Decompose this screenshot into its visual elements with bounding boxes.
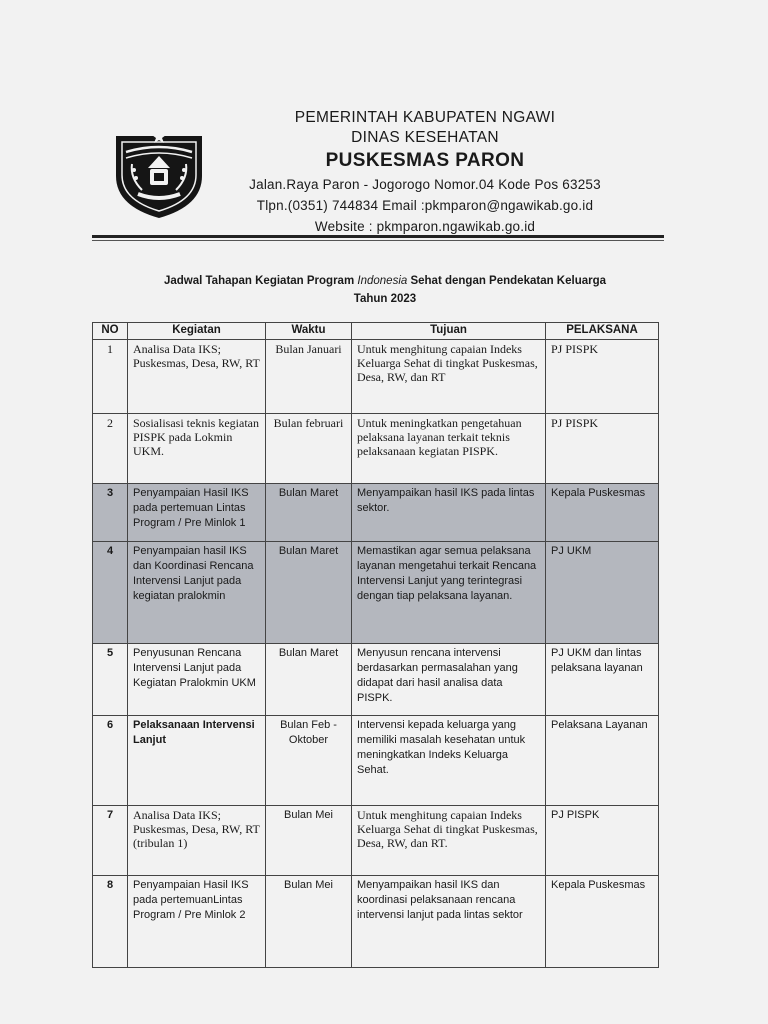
cell-tujuan: Intervensi kepada keluarga yang memiliki masalah kesehatan untuk meningkatkan Indeks Keluarga Sehat.: [352, 716, 546, 806]
cell-pelaksana: PJ UKM dan lintas pelaksana layanan: [546, 644, 659, 716]
cell-no: 1: [93, 340, 128, 414]
cell-no: 5: [93, 644, 128, 716]
department-name: DINAS KESEHATAN: [351, 129, 499, 146]
cell-kegiatan: Penyusunan Rencana Intervensi Lanjut pada Kegiatan Pralokmin UKM: [128, 644, 266, 716]
letterhead-divider: [92, 235, 664, 238]
contact-line: Tlpn.(0351) 744834 Email :pkmparon@ngawikab.go.id: [256, 198, 594, 213]
table-row: [93, 644, 659, 716]
cell-waktu: Bulan februari: [266, 414, 352, 484]
cell-waktu: Bulan Januari: [266, 340, 352, 414]
cell-waktu: Bulan Maret: [266, 484, 352, 542]
cell-waktu: Bulan Mei: [266, 876, 352, 968]
cell-no: 2: [93, 414, 128, 484]
title-line-2: Tahun 2023: [353, 293, 417, 305]
schedule-table: [92, 322, 659, 968]
table-row: [93, 414, 659, 484]
cell-pelaksana: PJ UKM: [546, 542, 659, 644]
cell-no: 6: [93, 716, 128, 806]
address-line: Jalan.Raya Paron - Jogorogo Nomor.04 Kode Pos 63253: [249, 177, 601, 192]
government-name: PEMERINTAH KABUPATEN NGAWI: [294, 109, 556, 126]
cell-waktu: Bulan Feb - Oktober: [266, 716, 352, 806]
cell-tujuan: Untuk menghitung capaian Indeks Keluarga Sehat di tingkat Puskesmas, Desa, RW, dan RT.: [352, 806, 546, 876]
title-line-1: Jadwal Tahapan Kegiatan Program Indonesia Sehat dengan Pendekatan Keluarga: [163, 275, 607, 287]
cell-tujuan: Untuk menghitung capaian Indeks Keluarga Sehat di tingkat Puskesmas, Desa, RW, dan RT: [352, 340, 546, 414]
cell-tujuan: Menyampaikan hasil IKS pada lintas sektor.: [352, 484, 546, 542]
header-waktu: Waktu: [266, 323, 352, 340]
cell-tujuan: Untuk meningkatkan pengetahuan pelaksana layanan terkait teknis pelaksanaan kegiatan PISPK.: [352, 414, 546, 484]
cell-pelaksana: PJ PISPK: [546, 340, 659, 414]
letterhead: [225, 108, 625, 237]
cell-waktu: Bulan Mei: [266, 806, 352, 876]
cell-pelaksana: Kepala Puskesmas: [546, 876, 659, 968]
table-row: [93, 542, 659, 644]
cell-tujuan: Menyusun rencana intervensi berdasarkan permasalahan yang didapat dari hasil analisa data PISPK.: [352, 644, 546, 716]
regional-emblem-icon: [110, 128, 208, 220]
cell-kegiatan: Penyampaian Hasil IKS pada pertemuan Lintas Program / Pre Minlok 1: [128, 484, 266, 542]
table-row: [93, 340, 659, 414]
cell-no: 3: [93, 484, 128, 542]
cell-tujuan: Menyampaikan hasil IKS dan koordinasi pelaksanaan rencana intervensi lanjut pada lintas sektor: [352, 876, 546, 968]
table-row: [93, 876, 659, 968]
website-line: Website : pkmparon.ngawikab.go.id: [314, 219, 536, 234]
cell-kegiatan: Analisa Data IKS; Puskesmas, Desa, RW, RT (tribulan 1): [128, 806, 266, 876]
cell-kegiatan: Penyampaian hasil IKS dan Koordinasi Rencana Intervensi Lanjut pada kegiatan pralokmin: [128, 542, 266, 644]
institution-name: PUSKESMAS PARON: [325, 150, 525, 171]
letterhead-divider-thin: [92, 240, 664, 241]
cell-pelaksana: PJ PISPK: [546, 414, 659, 484]
table-row: [93, 484, 659, 542]
cell-no: 7: [93, 806, 128, 876]
table-row: [93, 806, 659, 876]
cell-no: 4: [93, 542, 128, 644]
cell-pelaksana: Kepala Puskesmas: [546, 484, 659, 542]
header-no: NO: [93, 323, 128, 340]
cell-waktu: Bulan Maret: [266, 542, 352, 644]
cell-kegiatan: Sosialisasi teknis kegiatan PISPK pada Lokmin UKM.: [128, 414, 266, 484]
header-pelaksana: PELAKSANA: [546, 323, 659, 340]
table-header-row: [93, 323, 659, 340]
cell-pelaksana: Pelaksana Layanan: [546, 716, 659, 806]
cell-kegiatan: Penyampaian Hasil IKS pada pertemuanLintas Program / Pre Minlok 2: [128, 876, 266, 968]
cell-tujuan: Memastikan agar semua pelaksana layanan mengetahui terkait Rencana Intervensi Lanjut yang terintegrasi dengan tiap pelaksana layanan.: [352, 542, 546, 644]
cell-kegiatan: Analisa Data IKS; Puskesmas, Desa, RW, RT: [128, 340, 266, 414]
document-title: [100, 272, 670, 308]
header-tujuan: Tujuan: [352, 323, 546, 340]
cell-no: 8: [93, 876, 128, 968]
cell-kegiatan: Pelaksanaan Intervensi Lanjut: [128, 716, 266, 806]
header-kegiatan: Kegiatan: [128, 323, 266, 340]
table-row: [93, 716, 659, 806]
cell-pelaksana: PJ PISPK: [546, 806, 659, 876]
cell-waktu: Bulan Maret: [266, 644, 352, 716]
